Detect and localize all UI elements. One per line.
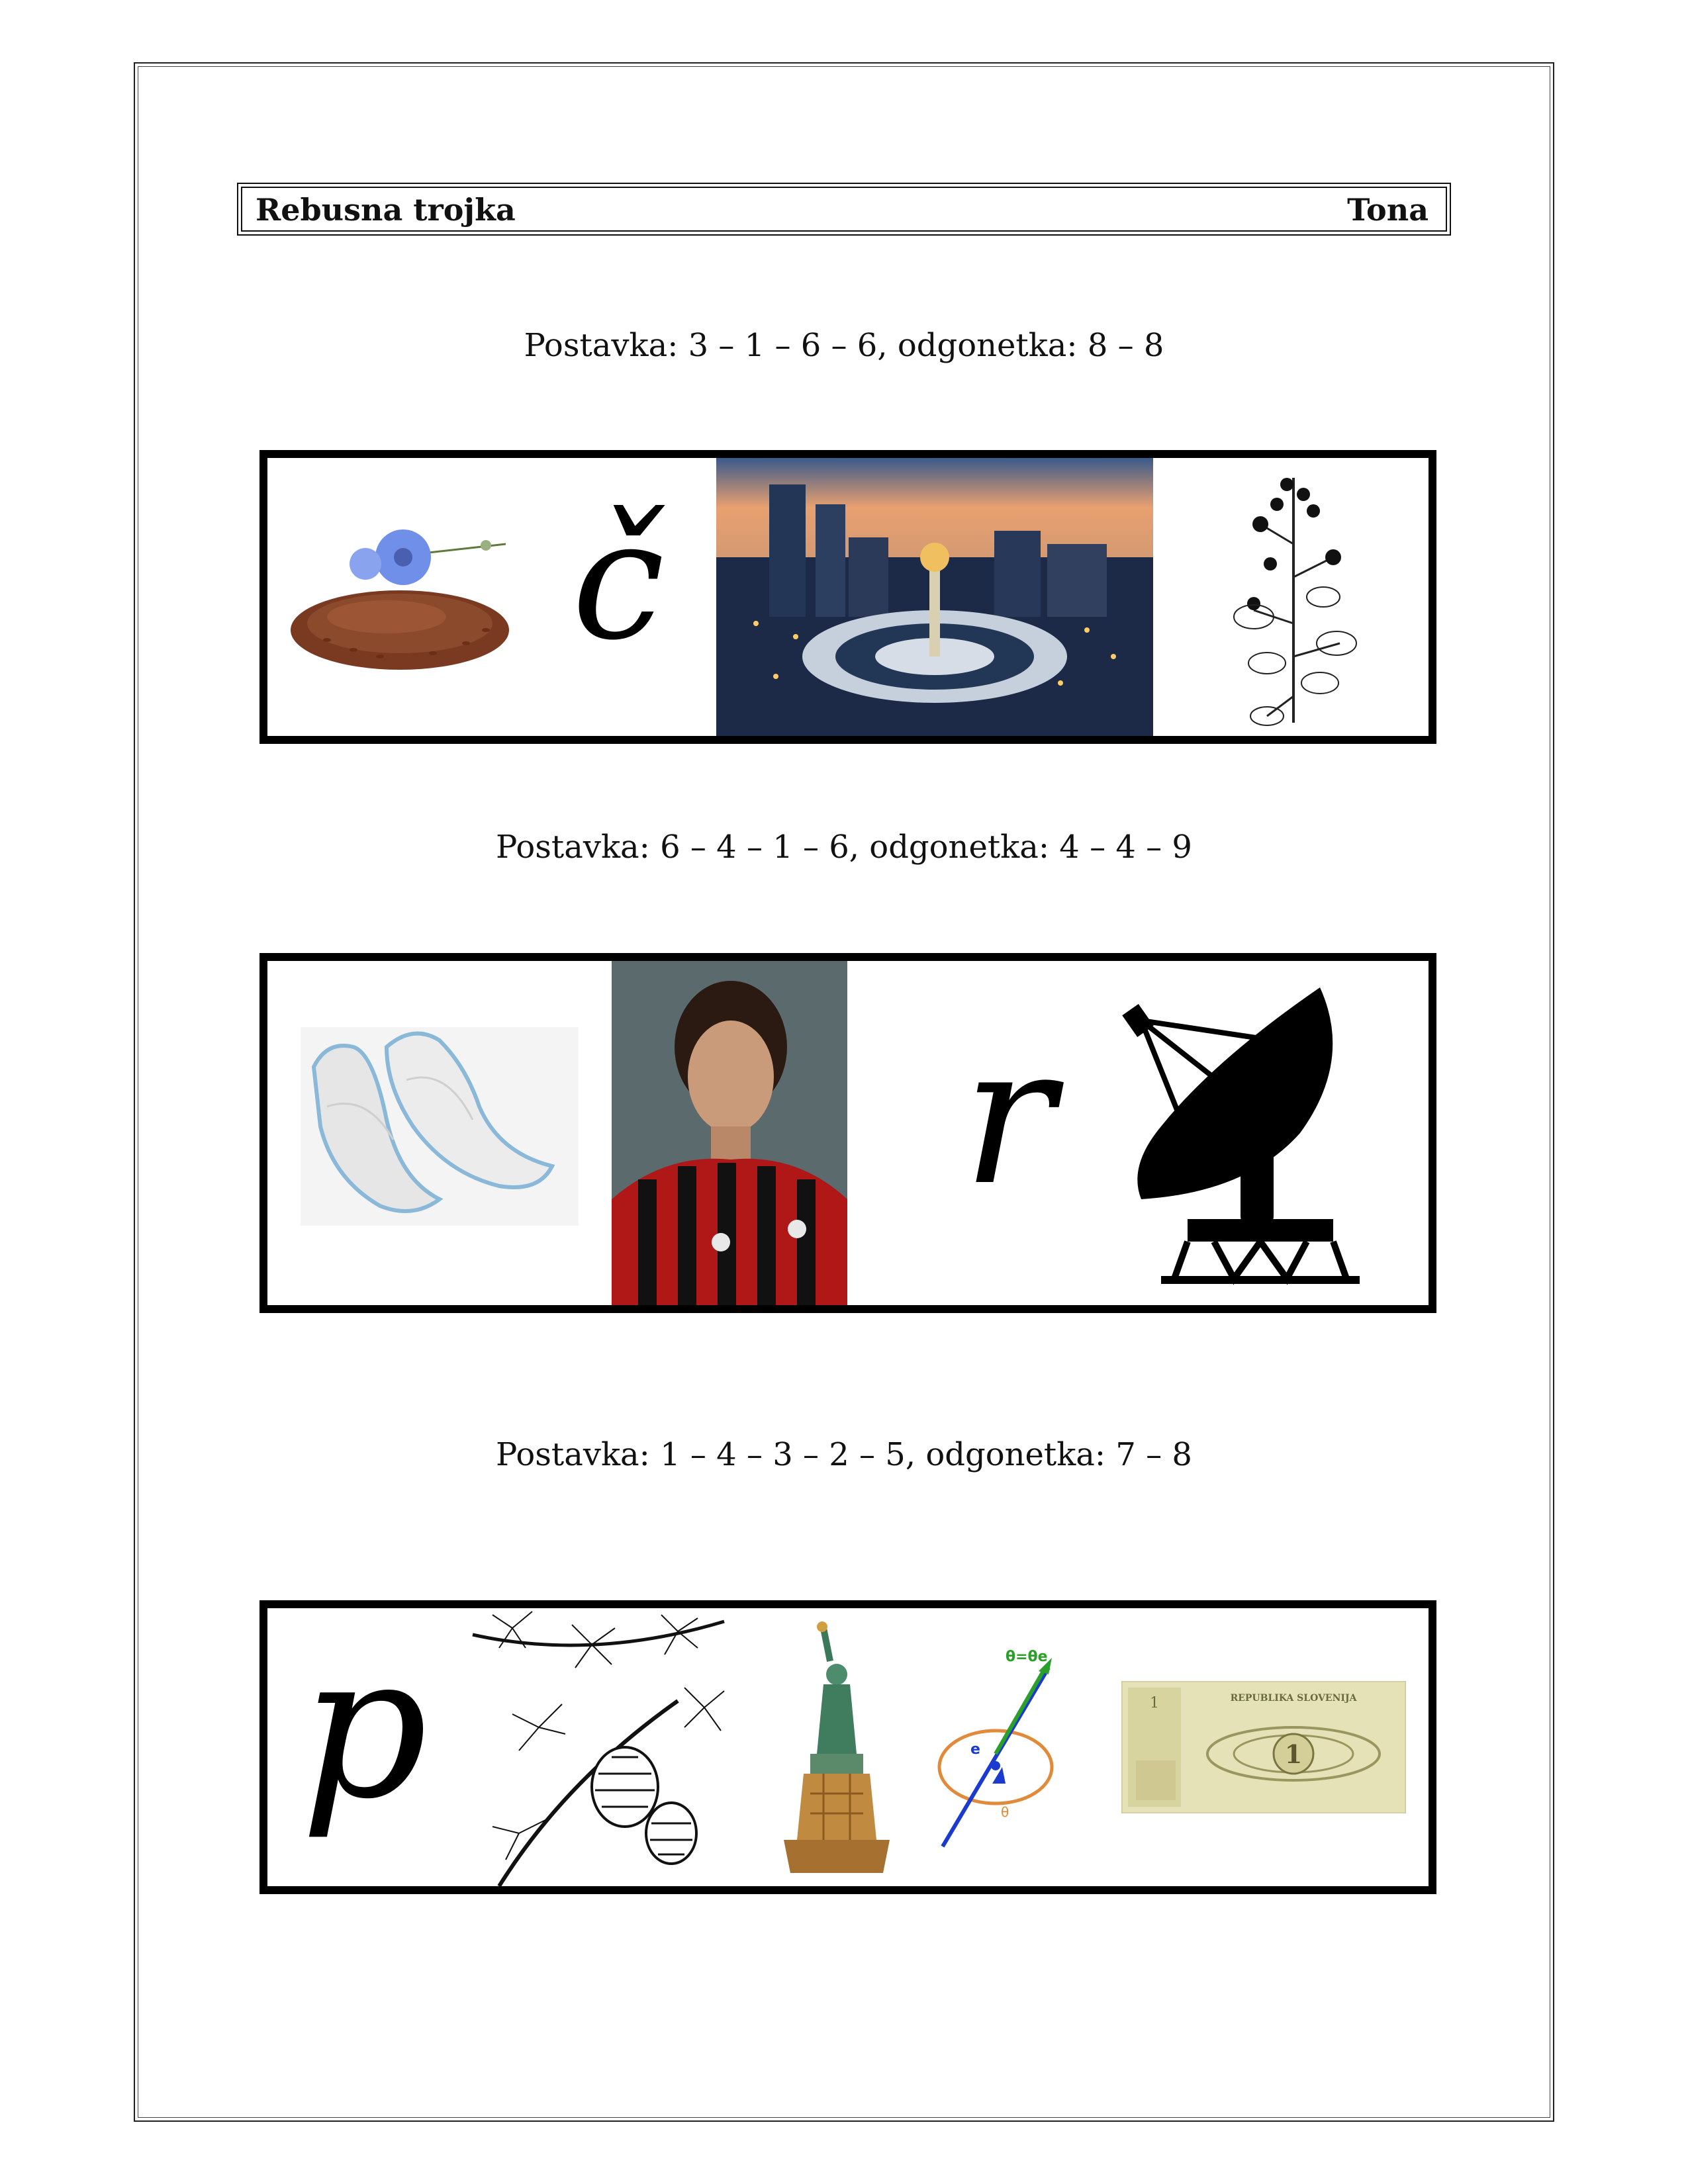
football-player-image [612, 961, 847, 1305]
header-box [237, 183, 1451, 236]
satellite-dish-icon [1102, 981, 1360, 1298]
puzzle-2-caption: Postavka: 6 – 4 – 1 – 6, odgonetka: 4 – 4 – 9 [496, 829, 1192, 866]
slippers-image [301, 1027, 579, 1226]
diagram-label-electron: e [970, 1741, 980, 1758]
larch-branch-image [459, 1608, 737, 1886]
banknote-corner-value: 1 [1150, 1695, 1159, 1711]
electron-spin-diagram [929, 1648, 1075, 1853]
city-skyline-image [716, 458, 1153, 736]
diagram-label-top: θ=θe [1006, 1649, 1048, 1665]
puzzle-2-panel [259, 953, 1436, 1313]
puzzle-3-panel [259, 1600, 1436, 1894]
puzzle-3-caption: Postavka: 1 – 4 – 3 – 2 – 5, odgonetka: 7 – 8 [496, 1436, 1192, 1473]
puzzle-1-panel [259, 450, 1436, 744]
banknote-center-value: 1 [1284, 1739, 1303, 1769]
letter-c-caron: č [572, 484, 665, 676]
letter-p: p [301, 1612, 428, 1843]
banknote-image [1121, 1681, 1406, 1813]
flax-seeds-image [287, 518, 519, 676]
diagram-label-angle: θ [1001, 1804, 1009, 1820]
author-name: Tona [1347, 192, 1429, 228]
page-title: Rebusna trojka [256, 192, 516, 228]
letter-r: r [962, 1005, 1055, 1228]
statue-of-liberty-image [784, 1621, 890, 1886]
blackberry-plant-image [1214, 465, 1373, 729]
puzzle-1-caption: Postavka: 3 – 1 – 6 – 6, odgonetka: 8 – 8 [524, 327, 1164, 364]
banknote-title: REPUBLIKA SLOVENIJA [1230, 1693, 1357, 1704]
